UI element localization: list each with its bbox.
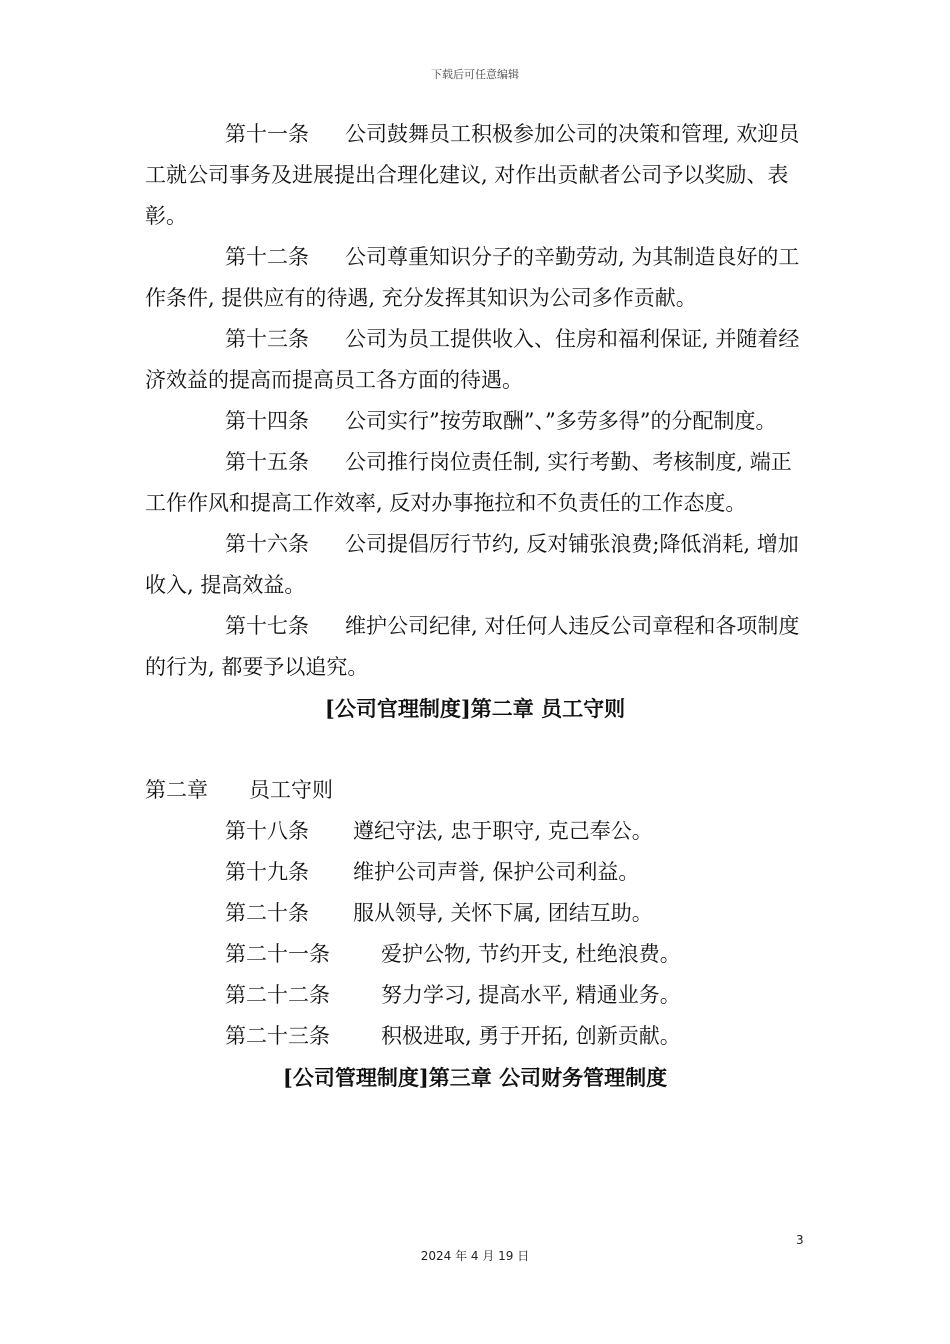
article-15: [145, 442, 805, 524]
article-text: 遵纪守法, 忠于职守, 克己奉公。: [353, 819, 653, 843]
article-text: 爱护公物, 节约开支, 杜绝浪费。: [381, 942, 681, 966]
chapter-label: 第二章: [145, 778, 208, 802]
chapter-2-heading: [公司官理制度]第二章 员工守则: [324, 696, 626, 721]
article-label: 第十七条: [225, 614, 309, 638]
article-text: 公司为员工提供收入、住房和福利保证, 并随着经济效益的提高而提高员工各方面的待遇。: [145, 327, 800, 392]
article-label: 第二十二条: [225, 983, 330, 1007]
document-body: [145, 114, 805, 1098]
article-20: [145, 893, 805, 934]
article-label: 第十八条: [225, 819, 309, 843]
article-label: 第十三条: [225, 327, 309, 351]
article-13: [145, 319, 805, 401]
article-21: [145, 934, 805, 975]
article-text: 努力学习, 提高水平, 精通业务。: [381, 983, 681, 1007]
article-label: 第二十条: [225, 901, 309, 925]
article-17: [145, 606, 805, 688]
spacer: [145, 729, 805, 770]
article-label: 第二十一条: [225, 942, 330, 966]
article-text: 公司尊重知识分子的辛勤劳动, 为其制造良好的工作条件, 提供应有的待遇, 充分发挥其知识为公司多作贡献。: [145, 245, 800, 310]
article-label: 第十四条: [225, 409, 309, 433]
chapter-title: 员工守则: [249, 778, 333, 802]
article-text: 公司提倡厉行节约, 反对铺张浪费;降低消耗, 增加收入, 提高效益。: [145, 532, 799, 597]
chapter-3-heading: [公司管理制度]第三章 公司财务管理制度: [282, 1065, 668, 1090]
article-23: [145, 1016, 805, 1057]
article-label: 第十五条: [225, 450, 309, 474]
page-header: 下载后可任意编辑: [431, 68, 519, 81]
article-11: [145, 114, 805, 237]
article-12: [145, 237, 805, 319]
article-18: [145, 811, 805, 852]
article-text: 公司鼓舞员工积极参加公司的决策和管理, 欢迎员工就公司事务及进展提出合理化建议, 对作出贡献者公司予以奖励、表彰。: [145, 122, 800, 228]
page-number: 3: [796, 1233, 804, 1247]
article-22: [145, 975, 805, 1016]
article-label: 第十九条: [225, 860, 309, 884]
footer-date: 2024 年 4 月 19 日: [420, 1249, 530, 1263]
article-label: 第二十三条: [225, 1024, 330, 1048]
article-label: 第十六条: [225, 532, 309, 556]
article-text: 公司推行岗位责任制, 实行考勤、考核制度, 端正工作作风和提高工作效率, 反对办事拖拉和不负责任的工作态度。: [145, 450, 792, 515]
chapter-2-title: [145, 770, 805, 811]
article-label: 第十一条: [225, 122, 309, 146]
article-text: 积极进取, 勇于开拓, 创新贡献。: [381, 1024, 681, 1048]
article-text: 服从领导, 关怀下属, 团结互助。: [353, 901, 653, 925]
article-text: 维护公司纪律, 对任何人违反公司章程和各项制度的行为, 都要予以追究。: [145, 614, 800, 679]
article-14: [145, 401, 805, 442]
article-text: 维护公司声誉, 保护公司利益。: [353, 860, 640, 884]
article-text: 公司实行”按劳取酬”、”多劳多得”的分配制度。: [345, 409, 777, 433]
article-16: [145, 524, 805, 606]
article-19: [145, 852, 805, 893]
article-label: 第十二条: [225, 245, 309, 269]
